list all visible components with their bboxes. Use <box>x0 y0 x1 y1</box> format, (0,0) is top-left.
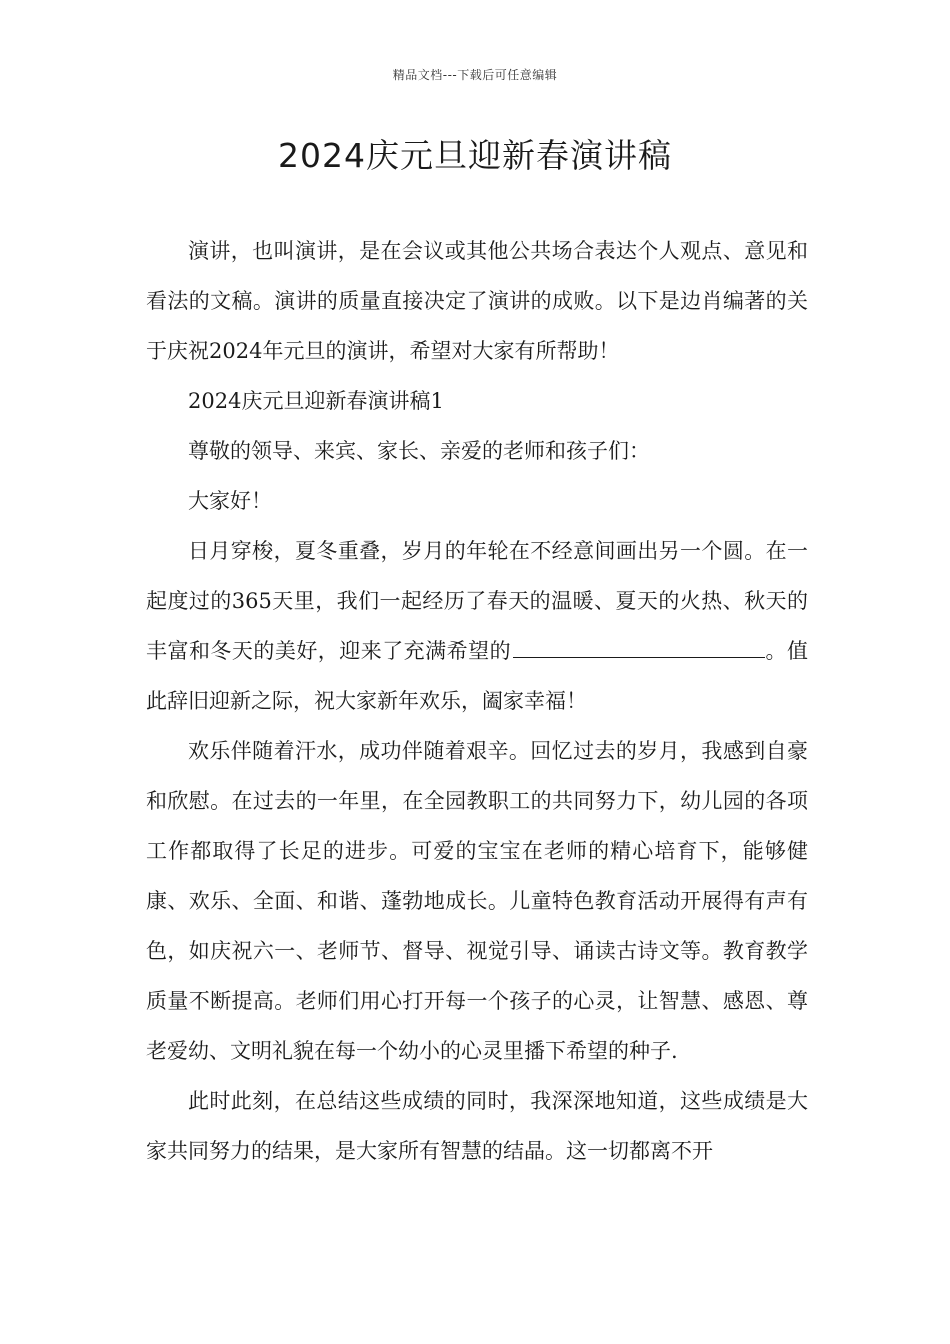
fill-in-blank-continued <box>723 656 765 658</box>
new-year-text-before: 日月穿梭，夏冬重叠，岁月的年轮在不经意间画出另一个圆。在一起度过的365天里，我们一起经历了春天的温暖、夏天的火热、秋天的丰富和冬天的美好，迎来了充满希望的 <box>146 539 808 663</box>
header-note: 精品文档---下载后可任意编辑 <box>392 68 558 82</box>
salutation-paragraph: 尊敬的领导、来宾、家长、亲爱的老师和孩子们： <box>188 439 650 463</box>
new-year-text-after: 。值此辞旧迎新之际，祝大家新年欢乐，阖家幸福！ <box>146 639 809 713</box>
achievements-paragraph: 欢乐伴随着汗水，成功伴随着艰辛。回忆过去的岁月，我感到自豪和欣慰。在过去的一年里，在全园教职工的共同努力下，幼儿园的各项工作都取得了长足的进步。可爱的宝宝在老师的精心培育下，能够健康、欢乐、全面、和谐、蓬勃地成长。儿童特色教育活动开展得有声有色，如庆祝六一、老师节、督导、视觉引导、诵读古诗文等。教育教学质量不断提高。老师们用心打开每一个孩子的心灵，让智慧、感恩、尊老爱幼、文明礼貌在每一个幼小的心灵里播下希望的种子. <box>146 739 808 1063</box>
section-heading: 2024庆元旦迎新春演讲稿1 <box>188 389 444 413</box>
fill-in-blank <box>513 656 723 658</box>
new-year-paragraph <box>146 526 808 726</box>
document-body <box>146 226 808 1176</box>
greeting-paragraph: 大家好！ <box>188 489 272 513</box>
reflection-paragraph: 此时此刻，在总结这些成绩的同时，我深深地知道，这些成绩是大家共同努力的结果，是大家所有智慧的结晶。这一切都离不开 <box>146 1089 808 1163</box>
intro-paragraph: 演讲，也叫演讲，是在会议或其他公共场合表达个人观点、意见和看法的文稿。演讲的质量直接决定了演讲的成败。以下是边肖编著的关于庆祝2024年元旦的演讲，希望对大家有所帮助！ <box>146 239 808 363</box>
document-title: 2024庆元旦迎新春演讲稿 <box>278 136 672 175</box>
